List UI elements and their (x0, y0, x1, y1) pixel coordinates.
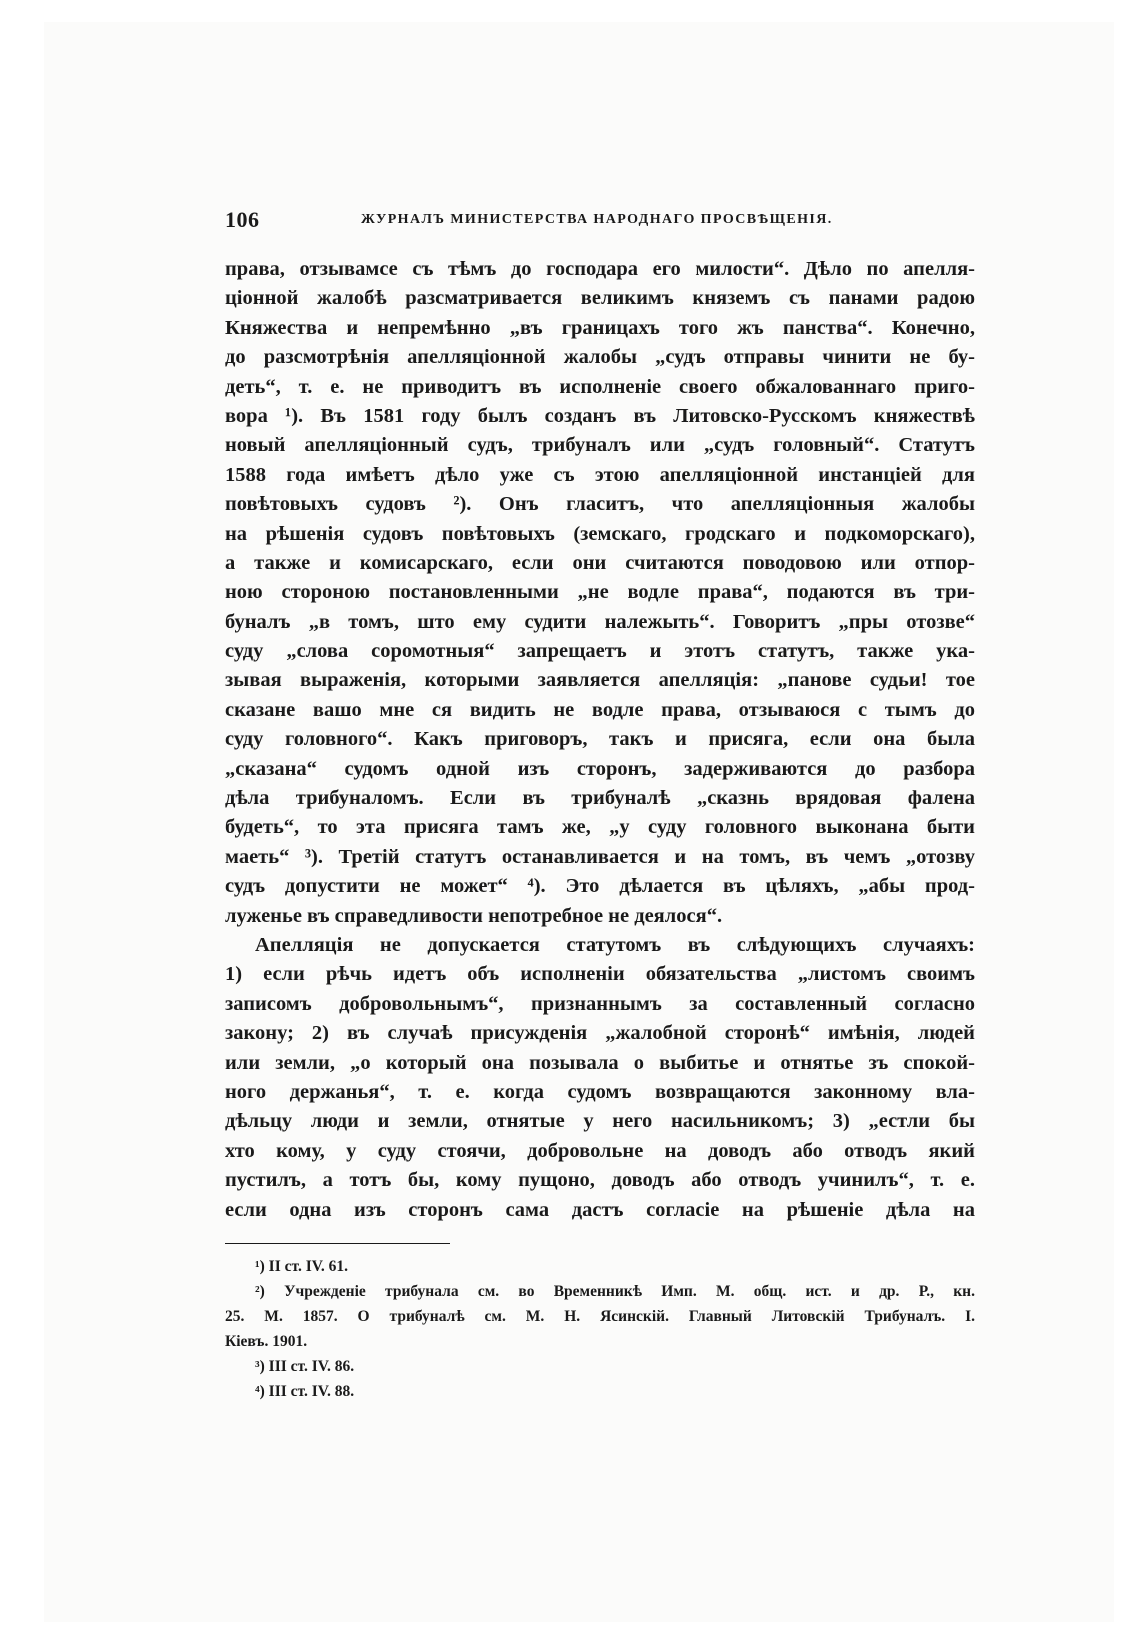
text-line: деть“, т. е. не приводитъ въ исполненіе своего обжалованнаго приго- (225, 375, 975, 398)
running-head (225, 207, 975, 247)
text-line: закону; 2) въ случаѣ присужденія „жалобной сторонѣ“ имѣнія, людей (225, 1022, 975, 1045)
text-line: права, отзывамсе съ тѣмъ до господара его милости“. Дѣло по апелля- (225, 258, 975, 280)
text-line: Апелляція не допускается статутомъ въ слѣдующихъ случаяхъ: (255, 933, 975, 956)
footnote-line: ¹) II ст. IV. 61. (255, 1257, 349, 1275)
text-line: новый апелляціонный судъ, трибуналъ или „судъ головный“. Статутъ (225, 434, 975, 457)
footnote-line: Кіевъ. 1901. (225, 1332, 308, 1350)
text-line: суду головного“. Какъ приговоръ, такъ и присяга, если она была (225, 728, 975, 751)
text-line: повѣтовыхъ судовъ ²). Онъ гласитъ, что апелляціонныя жалобы (225, 493, 975, 516)
text-line: зывая выраженія, которыми заявляется апелляція: „панове судьи! тое (225, 669, 975, 692)
footnote-divider (225, 1243, 450, 1244)
footnote-line: ²) Учрежденіе трибунала см. во Временникѣ Имп. М. общ. ист. и др. Р., кн. (255, 1282, 975, 1300)
text-line: маеть“ ³). Третій статутъ останавливается и на томъ, въ чемъ „отозву (225, 845, 975, 868)
text-line: если одна изъ сторонъ сама дастъ согласіе на рѣшеніе дѣла на (225, 1198, 975, 1221)
footnote-1 (225, 1254, 975, 1279)
footnote-3 (225, 1354, 975, 1379)
paragraph-2 (225, 931, 975, 1225)
footnote-line: ⁴) III ст. IV. 88. (255, 1382, 355, 1400)
text-line: до разсмотрѣнія апелляціонной жалобы „судъ отправы чинити не бу- (225, 346, 975, 369)
text-line: судъ допустити не может“ ⁴). Это дѣлается въ цѣляхъ, „абы прод- (225, 875, 975, 898)
text-line: ного держанья“, т. е. когда судомъ возвращаются законному вла- (225, 1080, 975, 1103)
text-line: сказане вашо мне ся видить не водле права, отзываюся с тымъ до (225, 698, 975, 721)
footnote-2 (225, 1279, 975, 1354)
text-line: „сказана“ судомъ одной изъ сторонъ, задерживаются до разбора (225, 757, 975, 780)
text-line: пустилъ, а тотъ бы, кому пущоно, доводъ або отводъ учинилъ“, т. е. (225, 1169, 975, 1192)
text-line: луженье въ справедливости непотребное не деялося“. (225, 904, 723, 927)
text-line: буналъ „в томъ, што ему судити належыть“. Говоритъ „пры отозве“ (225, 610, 975, 633)
page-number: 106 (225, 207, 260, 232)
text-line: дѣльцу люди и земли, отнятые у него насильникомъ; 3) „естли бы (225, 1110, 975, 1133)
text-line: хто кому, у суду стоячи, добровольне на доводъ або отводъ який (225, 1139, 975, 1162)
footnote-line: ³) III ст. IV. 86. (255, 1357, 355, 1375)
text-line: а также и комисарскаго, если они считаются поводовою или отпор- (225, 551, 975, 574)
body-text (225, 255, 975, 1225)
document-page (225, 207, 975, 1404)
text-line: ною стороною постановленными „не водле права“, подаются въ три- (225, 581, 975, 604)
journal-title: ЖУРНАЛЪ МИНИСТЕРСТВА НАРОДНАГО ПРОСВѢЩЕНІЯ. (361, 212, 833, 227)
text-line: ціонной жалобѣ разсматривается великимъ княземъ съ панами радою (225, 287, 975, 310)
footnotes (225, 1254, 975, 1404)
text-line: или земли, „о который она позывала о выбитье и отнятье зъ спокой- (225, 1051, 975, 1074)
text-line: будеть“, то эта присяга тамъ же, „у суду головного выконана быти (225, 816, 975, 839)
text-line: 1) если рѣчь идетъ объ исполненіи обязательства „листомъ своимъ (225, 963, 975, 986)
text-line: 1588 года имѣетъ дѣло уже съ этою апелляціонной инстанціей для (225, 463, 975, 486)
text-line: дѣла трибуналомъ. Если въ трибуналѣ „сказнь врядовая фалена (225, 787, 975, 810)
footnote-line: 25. М. 1857. О трибуналѣ см. М. Н. Ясинскій. Главный Литовскій Трибуналъ. I. (225, 1307, 975, 1325)
text-line: записомъ добровольнымъ“, признаннымъ за составленный согласно (225, 992, 975, 1015)
paragraph-1 (225, 255, 975, 931)
text-line: на рѣшенія судовъ повѣтовыхъ (земскаго, гродскаго и подкоморскаго), (225, 522, 975, 545)
text-line: суду „слова соромотныя“ запрещаетъ и этотъ статутъ, также ука- (225, 640, 975, 663)
text-line: вора ¹). Въ 1581 году былъ созданъ въ Литовско-Русскомъ княжествѣ (225, 404, 975, 427)
footnote-4 (225, 1379, 975, 1404)
text-line: Княжества и непремѣнно „въ границахъ того жъ панства“. Конечно, (225, 316, 975, 339)
